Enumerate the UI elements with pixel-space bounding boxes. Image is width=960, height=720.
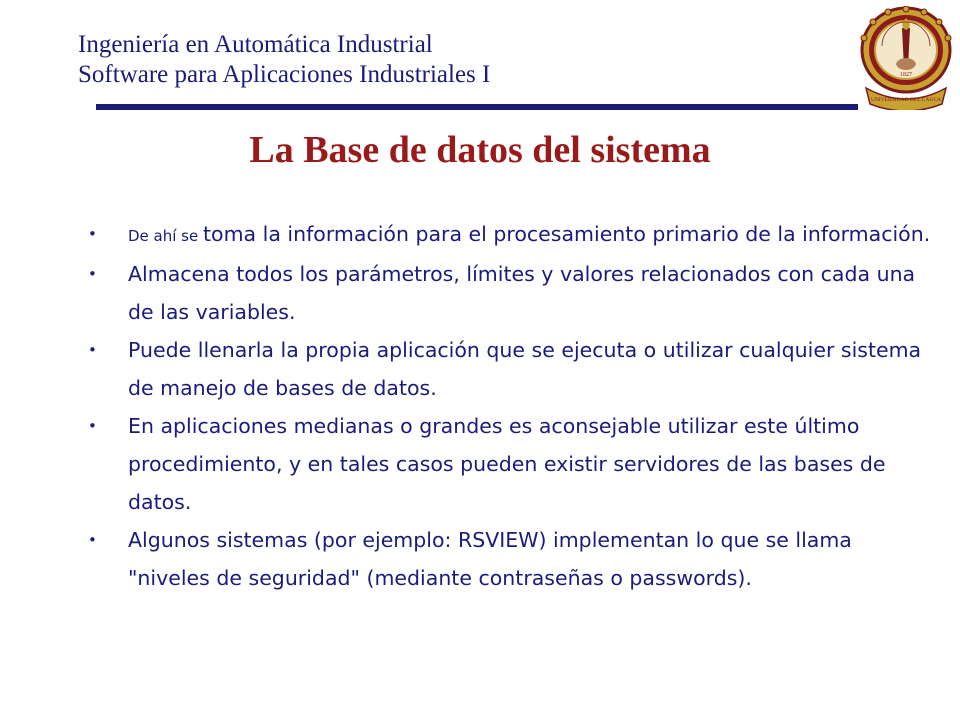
program-name: Ingeniería en Automática Industrial bbox=[78, 31, 433, 58]
bullet-text: Algunos sistemas (por ejemplo: RSVIEW) implementan lo que se llama "niveles de seguridad" (mediante contraseñas o passwords). bbox=[128, 528, 852, 590]
bullet-icon: • bbox=[88, 531, 97, 549]
bullet-item bbox=[88, 215, 933, 255]
bullet-item bbox=[88, 255, 933, 331]
seal-ribbon-text: UNIVERSIDAD DEL CAUCA bbox=[870, 97, 942, 103]
bullet-item bbox=[88, 521, 933, 597]
bullet-text: En aplicaciones medianas o grandes es aconsejable utilizar este último procedimiento, y en tales casos pueden existir servidores de las bases de datos. bbox=[128, 414, 886, 514]
bullet-list bbox=[88, 215, 933, 597]
university-seal-icon bbox=[858, 6, 954, 110]
course-name: Software para Aplicaciones Industriales I bbox=[78, 61, 491, 88]
bullet-item bbox=[88, 331, 933, 407]
slide-header bbox=[78, 30, 490, 90]
slide-title: La Base de datos del sistema bbox=[249, 129, 711, 171]
bullet-icon: • bbox=[88, 341, 97, 359]
bullet-text: toma la información para el procesamiento primario de la información. bbox=[203, 222, 931, 246]
seal-year: 1827 bbox=[900, 72, 912, 78]
bullet-prefix: De ahí se bbox=[128, 227, 203, 245]
bullet-icon: • bbox=[88, 225, 97, 243]
bullet-item bbox=[88, 407, 933, 521]
bullet-text: Puede llenarla la propia aplicación que se ejecuta o utilizar cualquier sistema de manejo de bases de datos. bbox=[128, 338, 922, 400]
header-rule bbox=[96, 104, 858, 110]
bullet-icon: • bbox=[88, 265, 97, 283]
bullet-text: Almacena todos los parámetros, límites y valores relacionados con cada una de las variables. bbox=[128, 262, 916, 324]
bullet-icon: • bbox=[88, 417, 97, 435]
